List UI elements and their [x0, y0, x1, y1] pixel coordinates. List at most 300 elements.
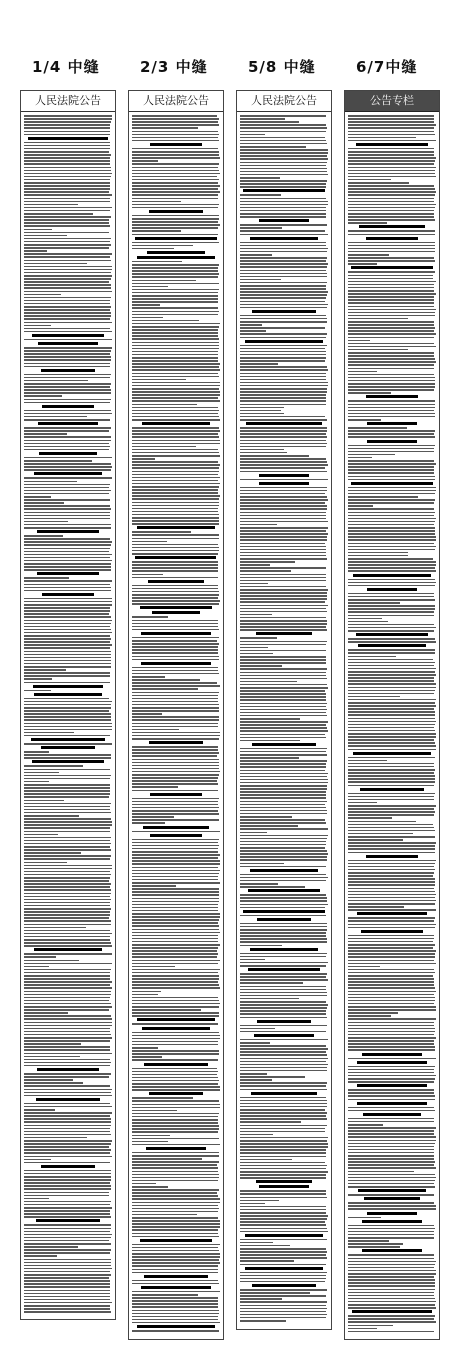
text-line	[240, 1118, 327, 1120]
text-line	[348, 201, 434, 203]
text-line	[240, 644, 326, 646]
text-line	[132, 345, 219, 347]
text-line	[24, 1076, 109, 1078]
text-line	[132, 1009, 201, 1011]
text-line	[132, 695, 218, 697]
text-line	[240, 1209, 326, 1211]
text-line	[24, 281, 109, 283]
text-line	[240, 788, 327, 790]
text-line	[240, 962, 328, 964]
text-line	[132, 1294, 198, 1296]
text-line	[24, 613, 109, 615]
text-line	[132, 1211, 218, 1213]
text-line	[348, 151, 434, 153]
text-line	[24, 678, 52, 680]
text-line	[24, 449, 109, 451]
text-line	[24, 433, 67, 435]
text-line	[348, 502, 434, 504]
text-line	[132, 430, 220, 432]
text-line	[240, 690, 325, 692]
text-line	[348, 198, 434, 200]
text-line	[24, 896, 110, 898]
text-line	[240, 740, 300, 742]
text-line	[240, 1048, 328, 1050]
text-line	[348, 400, 435, 402]
text-line	[24, 911, 110, 913]
text-line	[24, 1182, 110, 1184]
text-line	[24, 1043, 81, 1045]
text-line	[24, 548, 110, 550]
text-line	[132, 1253, 220, 1255]
text-line	[132, 848, 218, 850]
text-line	[132, 626, 218, 628]
text-line	[132, 1038, 220, 1040]
text-line	[359, 225, 426, 228]
text-line	[24, 1308, 110, 1310]
text-line	[348, 191, 436, 193]
text-line	[240, 140, 326, 142]
text-line	[240, 505, 327, 507]
text-line	[132, 1189, 219, 1191]
text-line	[132, 508, 218, 510]
text-line	[250, 948, 319, 951]
text-line	[24, 984, 110, 986]
text-line	[24, 185, 110, 187]
text-line	[132, 588, 218, 590]
text-line	[240, 162, 327, 164]
text-line	[240, 953, 327, 955]
text-line	[132, 947, 218, 949]
text-line	[240, 863, 284, 865]
text-line	[240, 904, 328, 906]
text-line	[348, 284, 434, 286]
text-line	[348, 793, 435, 795]
text-line	[240, 137, 325, 139]
text-line	[24, 244, 111, 246]
text-line	[132, 1152, 219, 1154]
text-line	[24, 463, 111, 465]
text-line	[348, 624, 434, 626]
text-line	[132, 1074, 217, 1076]
text-line	[132, 1330, 219, 1332]
text-line	[24, 930, 110, 932]
text-line	[132, 410, 219, 412]
text-line	[24, 1192, 109, 1194]
text-line	[348, 567, 435, 569]
text-line	[132, 1012, 219, 1014]
text-line	[348, 900, 436, 902]
text-line	[24, 729, 112, 731]
text-line	[348, 824, 433, 826]
text-line	[24, 704, 111, 706]
text-line	[132, 366, 219, 368]
text-line	[240, 413, 284, 415]
text-line	[24, 272, 111, 274]
text-line	[24, 660, 111, 662]
text-line	[132, 357, 218, 359]
text-line	[24, 1009, 109, 1011]
text-line	[132, 953, 218, 955]
text-line	[132, 910, 218, 912]
text-line	[348, 182, 409, 184]
text-line	[132, 574, 163, 576]
text-line	[132, 688, 198, 690]
text-line	[348, 1025, 434, 1027]
text-line	[132, 351, 218, 353]
text-line	[24, 1089, 112, 1091]
text-line	[24, 466, 112, 468]
text-line	[240, 832, 267, 834]
text-line	[348, 454, 395, 456]
text-line	[240, 210, 326, 212]
text-line	[24, 1034, 111, 1036]
text-line	[24, 1092, 111, 1094]
text-line	[24, 1231, 110, 1233]
text-line	[240, 1125, 327, 1127]
text-line	[132, 888, 219, 890]
text-line	[357, 912, 427, 915]
text-line	[132, 629, 219, 631]
text-line	[240, 929, 327, 931]
text-line	[24, 690, 51, 692]
text-line	[348, 652, 435, 654]
text-line	[24, 232, 109, 234]
text-line	[240, 180, 327, 182]
text-line	[24, 1234, 112, 1236]
text-line	[240, 973, 327, 975]
text-line	[240, 926, 327, 928]
text-line	[240, 945, 282, 947]
text-line	[132, 338, 219, 340]
text-line	[351, 266, 433, 269]
text-line	[132, 1297, 218, 1299]
text-line	[132, 433, 218, 435]
text-line	[240, 515, 326, 517]
text-line	[348, 340, 370, 342]
text-line	[132, 245, 193, 247]
text-line	[132, 1015, 219, 1017]
text-line	[240, 1064, 328, 1066]
text-line	[24, 1131, 110, 1133]
text-line	[348, 1183, 434, 1185]
text-line	[240, 348, 325, 350]
text-line	[240, 935, 326, 937]
text-line	[24, 339, 112, 341]
text-line	[24, 419, 110, 421]
text-line	[240, 1061, 326, 1063]
text-line	[348, 463, 436, 465]
text-line	[348, 1267, 434, 1269]
text-line	[132, 342, 219, 344]
text-line	[240, 1203, 265, 1205]
text-line	[132, 670, 218, 672]
text-line	[240, 263, 328, 265]
text-line	[24, 732, 74, 734]
text-line	[132, 716, 219, 718]
text-line	[348, 872, 434, 874]
text-line	[24, 1073, 111, 1075]
text-line	[24, 638, 111, 640]
text-line	[24, 194, 112, 196]
text-line	[348, 140, 436, 142]
text-line	[240, 567, 326, 569]
text-line	[24, 874, 111, 876]
text-line	[24, 927, 86, 929]
text-line	[240, 1100, 327, 1102]
text-line	[132, 600, 220, 602]
text-line	[132, 314, 218, 316]
text-line	[348, 505, 373, 507]
text-line	[132, 1089, 220, 1091]
text-line	[132, 498, 219, 500]
text-line	[24, 1262, 111, 1264]
text-line	[24, 515, 110, 517]
text-line	[132, 972, 218, 974]
text-line	[348, 596, 434, 598]
text-line	[24, 1118, 111, 1120]
text-line	[366, 237, 419, 240]
text-line	[132, 594, 219, 596]
text-line	[348, 772, 434, 774]
text-line	[348, 638, 435, 640]
text-line	[24, 663, 111, 665]
text-line	[24, 207, 112, 209]
text-line	[348, 524, 434, 526]
text-line	[24, 840, 110, 842]
text-line	[348, 1298, 435, 1300]
text-line	[37, 530, 100, 533]
text-line	[348, 1037, 436, 1039]
text-line	[240, 155, 327, 157]
text-line	[132, 845, 219, 847]
text-line	[24, 1046, 110, 1048]
text-line	[24, 544, 111, 546]
text-line	[24, 647, 110, 649]
text-line	[357, 1061, 428, 1064]
text-line	[24, 284, 111, 286]
text-line	[24, 198, 110, 200]
text-line	[132, 1097, 193, 1099]
text-line	[348, 997, 435, 999]
text-line	[132, 1214, 197, 1216]
text-line	[24, 1237, 111, 1239]
text-line	[240, 227, 282, 229]
text-line	[132, 564, 218, 566]
text-line	[240, 1025, 327, 1027]
text-line	[24, 1204, 110, 1206]
text-line	[240, 1079, 272, 1081]
text-line	[360, 788, 424, 791]
text-line	[348, 802, 377, 804]
text-line	[132, 234, 218, 236]
text-line	[240, 894, 326, 896]
text-line	[358, 1189, 427, 1192]
text-line	[132, 486, 219, 488]
text-line	[348, 245, 435, 247]
text-line	[132, 1059, 218, 1061]
text-line	[240, 379, 326, 381]
text-line	[348, 827, 434, 829]
text-line	[240, 400, 326, 402]
text-line	[24, 598, 112, 600]
text-line	[132, 1116, 218, 1118]
text-line	[240, 1215, 328, 1217]
text-line	[24, 871, 110, 873]
text-line	[348, 1140, 436, 1142]
text-line	[24, 1125, 111, 1127]
text-line	[348, 1136, 436, 1138]
text-line	[240, 452, 287, 454]
text-line	[132, 1226, 220, 1228]
text-line	[132, 804, 218, 806]
text-line	[132, 842, 218, 844]
text-line	[24, 1049, 110, 1051]
text-line	[24, 287, 111, 289]
text-line	[24, 1109, 55, 1111]
text-line	[348, 677, 434, 679]
text-line	[132, 446, 196, 448]
text-line	[24, 535, 63, 537]
text-line	[31, 738, 105, 741]
text-body	[24, 115, 112, 1315]
text-line	[348, 1018, 436, 1020]
text-line	[240, 730, 328, 732]
text-line	[132, 188, 218, 190]
text-line	[348, 621, 388, 623]
text-line	[24, 1022, 112, 1024]
text-line	[24, 1265, 111, 1267]
text-line	[132, 735, 220, 737]
text-line	[132, 1107, 220, 1109]
text-line	[348, 1092, 434, 1094]
text-line	[240, 776, 327, 778]
text-line	[240, 577, 326, 579]
text-line	[24, 778, 110, 780]
text-line	[240, 1058, 328, 1060]
text-line	[348, 170, 435, 172]
text-line	[24, 563, 111, 565]
text-line	[24, 1302, 112, 1304]
text-line	[24, 121, 111, 123]
text-line	[24, 1112, 112, 1114]
text-line	[132, 640, 217, 642]
text-line	[132, 860, 220, 862]
text-line	[132, 1205, 218, 1207]
text-line	[240, 1212, 326, 1214]
text-line	[132, 1223, 220, 1225]
text-line	[240, 1070, 327, 1072]
text-line	[240, 595, 327, 597]
text-line	[132, 1217, 218, 1219]
text-line	[24, 889, 111, 891]
text-line	[137, 526, 216, 529]
text-line	[132, 901, 219, 903]
text-line	[348, 287, 434, 289]
text-line	[240, 530, 326, 532]
text-line	[24, 395, 62, 397]
text-line	[24, 902, 110, 904]
text-line	[348, 499, 435, 501]
text-line	[353, 752, 432, 755]
text-line	[132, 495, 220, 497]
text-line	[348, 1089, 434, 1091]
text-line	[132, 765, 219, 767]
text-line	[240, 659, 326, 661]
text-line	[348, 796, 434, 798]
text-line	[132, 738, 219, 740]
text-line	[24, 399, 111, 401]
text-line	[348, 1254, 434, 1256]
text-line	[132, 941, 218, 943]
text-line	[132, 925, 219, 927]
text-line	[348, 953, 435, 955]
text-line	[240, 886, 305, 888]
text-line	[132, 348, 219, 350]
text-line	[132, 191, 220, 193]
text-line	[24, 666, 111, 668]
text-line	[24, 868, 112, 870]
text-line	[132, 1192, 217, 1194]
text-line	[135, 237, 217, 240]
text-line	[24, 173, 112, 175]
text-line	[348, 808, 434, 810]
text-line	[348, 1276, 434, 1278]
text-line	[348, 579, 435, 581]
text-line	[132, 713, 162, 715]
text-line	[348, 1012, 398, 1014]
text-line	[240, 354, 326, 356]
text-line	[240, 1162, 325, 1164]
text-line	[348, 1258, 434, 1260]
text-line	[240, 1106, 327, 1108]
text-line	[24, 827, 110, 829]
text-line	[348, 216, 434, 218]
text-line	[24, 577, 69, 579]
text-line	[132, 121, 218, 123]
text-line	[348, 781, 435, 783]
text-line	[132, 373, 218, 375]
text-line	[24, 353, 110, 355]
text-line	[24, 716, 111, 718]
text-line	[24, 775, 111, 777]
text-line	[24, 416, 87, 418]
text-line	[348, 1046, 435, 1048]
text-line	[240, 315, 326, 317]
text-line	[24, 933, 112, 935]
text-line	[348, 821, 416, 823]
text-line	[348, 736, 436, 738]
text-line	[132, 467, 219, 469]
text-line	[240, 330, 266, 332]
text-line	[348, 891, 435, 893]
text-line	[245, 1267, 323, 1270]
text-line	[240, 204, 328, 206]
text-line	[24, 1252, 110, 1254]
text-line	[32, 334, 105, 337]
text-line	[240, 586, 326, 588]
text-line	[132, 1023, 218, 1025]
text-line	[132, 956, 217, 958]
text-line	[132, 652, 218, 654]
text-line	[240, 574, 326, 576]
text-line	[132, 1161, 219, 1163]
text-line	[240, 533, 328, 535]
text-line	[348, 137, 416, 139]
text-line	[240, 443, 327, 445]
text-line	[240, 656, 326, 658]
text-line	[240, 131, 326, 133]
text-line	[24, 374, 111, 376]
